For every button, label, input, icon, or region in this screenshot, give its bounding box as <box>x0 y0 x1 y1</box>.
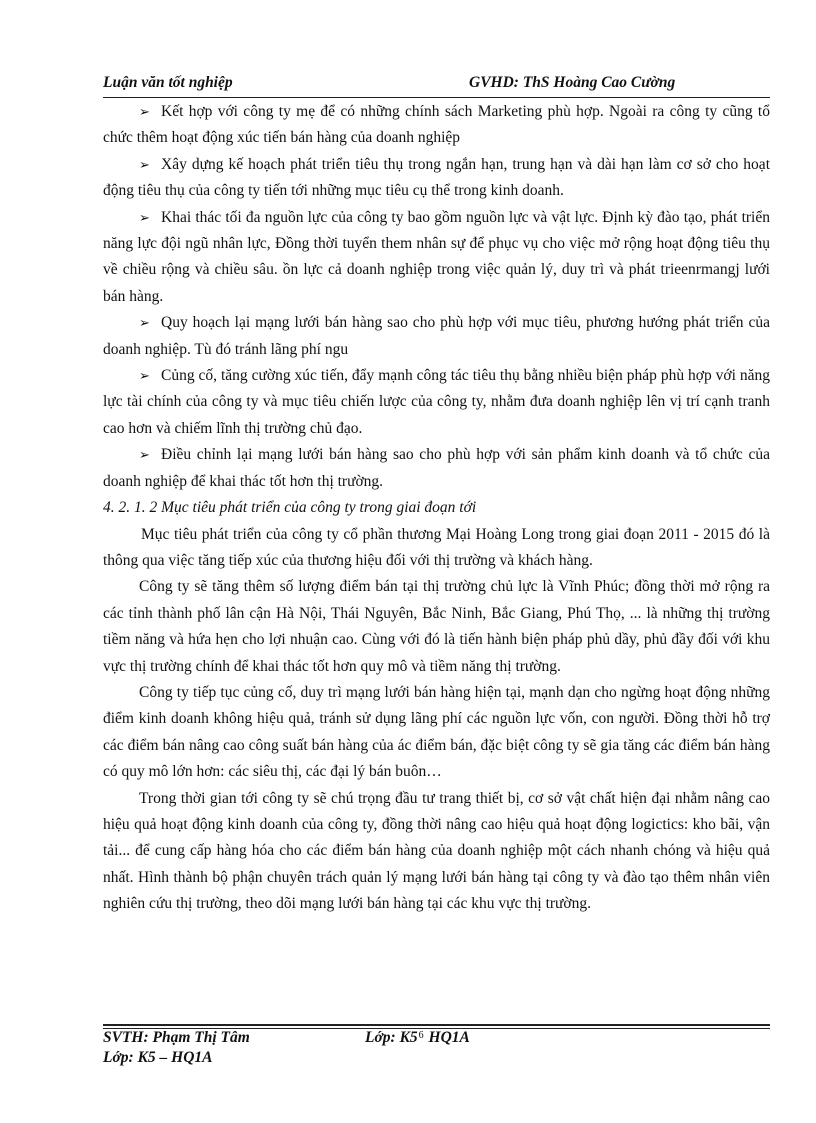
bullet-item: ➢ Xây dựng kế hoạch phát triển tiêu thụ trong ngắn hạn, trung hạn và dài hạn làm cơ sở cho hoạt động tiêu thụ của công ty tiến tới những mục tiêu cụ thể trong kinh doanh. <box>103 152 770 205</box>
footer-class-right: Lớp: $K5^6$ HQ1A <box>365 1029 470 1046</box>
bullet-item: ➢ Khai thác tối đa nguồn lực của công ty bao gồm nguồn lực và vật lực. Định kỳ đào tạo, phát triển năng lực đội ngũ nhân lực, Đồng thời tuyển them nhân sự để phục vụ cho việc mở rộng hoạt động tiêu thụ về chiều rộng và chiều sâu. ồn lực cả doanh nghiệp trong việc quản lý, duy trì và phát trieenrmangj lưới bán hàng. <box>103 205 770 311</box>
footer-rule-thick <box>103 1024 770 1026</box>
footer-student: SVTH: Phạm Thị Tâm <box>103 1029 250 1046</box>
arrow-bullet-icon: ➢ <box>139 209 150 225</box>
header-advisor: GVHD: ThS Hoàng Cao Cường <box>469 74 676 91</box>
footer-class-left: Lớp: K5 – HQ1A <box>103 1049 213 1066</box>
header-rule <box>103 97 770 98</box>
body-paragraph: Công ty sẽ tăng thêm số lượng điểm bán tại thị trường chủ lực là Vĩnh Phúc; đồng thời mở rộng ra các tỉnh thành phố lân cận Hà Nội, Thái Nguyên, Bắc Ninh, Bắc Giang, Phú Thọ, ... là những thị trường tiềm năng và hứa hẹn cho lợi nhuận cao. Cùng với đó là tiến hành biện pháp phủ dầy, phủ đầy đối với khu vực thị trường chính để khai thác tốt hơn quy mô và tiềm năng thị trường. <box>103 578 770 675</box>
arrow-bullet-icon: ➢ <box>139 104 150 119</box>
body-paragraph: Trong thời gian tới công ty sẽ chú trọng đầu tư trang thiết bị, cơ sở vật chất hiện đại nhằm nâng cao hiệu quả hoạt động kinh doanh của công ty, đồng thời nâng cao hiệu quả hoạt động logictics: kho bãi, vận tải... để cung cấp hàng hóa cho các điểm bán hàng của doanh nghiệp một cách nhanh chóng và hiệu quả nhất. Hình thành bộ phận chuyên trách quản lý mạng lưới bán hàng tại công ty và đào tạo thêm nhân viên nghiên cứu thị trường, theo dõi mạng lưới bán hàng tại các khu vực thị trường. <box>103 789 770 913</box>
body-paragraph: Mục tiêu phát triển của công ty cổ phần thương Mại Hoàng Long trong giai đoạn 2011 - 2015 đó là thông qua việc tăng tiếp xúc của thương hiệu đối với thị trường và khách hàng. <box>103 525 770 569</box>
bullet-item: ➢ Quy hoạch lại mạng lưới bán hàng sao cho phù hợp với mục tiêu, phương hướng phát triển của doanh nghiệp. Tù đó tránh lãng phí ngu <box>103 310 770 363</box>
page-footer <box>103 1029 770 1073</box>
bullet-item: ➢ Kết hợp với công ty mẹ để có những chính sách Marketing phù hợp. Ngoài ra công ty cũng tổ chức thêm hoạt động xúc tiến bán hàng của doanh nghiệp <box>103 99 770 152</box>
header-thesis-title: Luận văn tốt nghiệp <box>103 74 233 91</box>
arrow-bullet-icon: ➢ <box>139 156 150 172</box>
arrow-bullet-icon: ➢ <box>139 368 150 384</box>
arrow-bullet-icon: ➢ <box>139 447 150 463</box>
bullet-item: ➢ Điều chỉnh lại mạng lưới bán hàng sao cho phù hợp với sản phẩm kinh doanh và tổ chức của doanh nghiệp để khai thác tốt hơn thị trường. <box>103 442 770 495</box>
document-body <box>103 99 770 918</box>
section-heading: 4. 2. 1. 2 Mục tiêu phát triển của công ty trong giai đoạn tới <box>103 499 477 517</box>
body-paragraph: Công ty tiếp tục củng cố, duy trì mạng lưới bán hàng hiện tại, mạnh dạn cho ngừng hoạt động những điểm kinh doanh không hiệu quả, tránh sử dụng lãng phí các nguồn lực vốn, con người. Đồng thời hỗ trợ các điểm bán nâng cao công suất bán hàng của ác điểm bán, đặc biệt công ty sẽ gia tăng các điểm bán hàng có quy mô lớn hơn: các siêu thị, các đại lý bán buôn… <box>103 683 770 781</box>
bullet-item: ➢ Củng cố, tăng cường xúc tiến, đẩy mạnh công tác tiêu thụ bằng nhiều biện pháp phù hợp với năng lực tài chính của công ty và mục tiêu chiến lược của công ty, nhằm đưa doanh nghiệp lên vị trí cạnh tranh cao hơn và chiếm lĩnh thị trường chủ đạo. <box>103 363 770 442</box>
page-header <box>103 74 771 96</box>
arrow-bullet-icon: ➢ <box>139 315 150 331</box>
